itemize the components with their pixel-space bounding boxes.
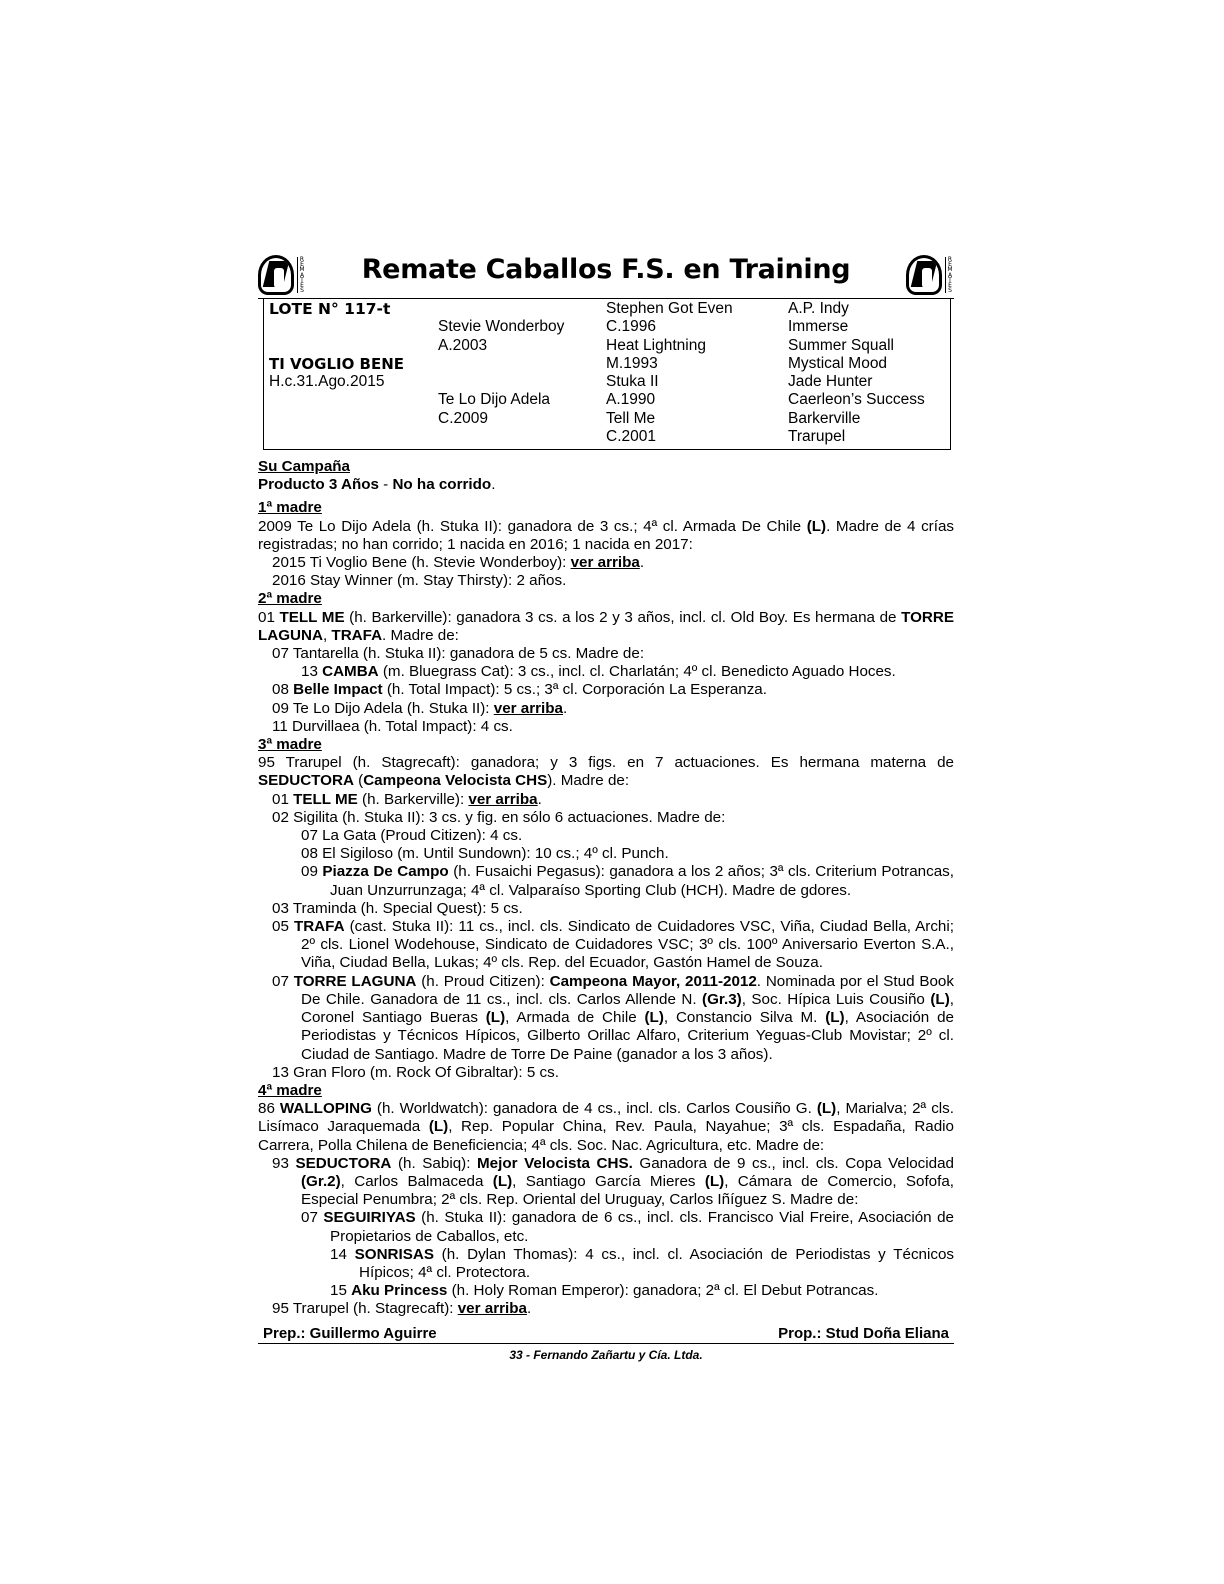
madre1-text: 2009 Te Lo Dijo Adela (h. Stuka II): ganadora de 3 cs.; 4ª cl. Armada De Chile (L). Madre de 4 crías registradas; no han corrido; 1 nacida en 2016; 1 nacida en 2017: [258, 517, 954, 553]
see-above-link[interactable]: ver arriba [493, 699, 563, 717]
list-item: 93 SEDUCTORA (h. Sabiq): Mejor Velocista CHS. Ganadora de 9 cs., incl. cls. Copa Velocidad (Gr.2), Carlos Balmaceda (L), Santiago García Mieres (L), Cámara de Comercio, Sofofa, Especial Penumbra; 2ª cls. Rep. Oriental del Uruguay, Carlos Iñíguez S. Madre de: [272, 1154, 955, 1209]
list-item: 11 Durvillaea (h. Total Impact): 4 cs. [272, 717, 513, 735]
list-item: 07 La Gata (Proud Citizen): 4 cs. [301, 827, 523, 845]
list-item: 01 TELL ME (h. Barkerville): ver arriba. [272, 790, 542, 808]
madre4-text: 86 WALLOPING (h. Worldwatch): ganadora de 4 cs., incl. cls. Carlos Cousiño G. (L), Marialva; 2ª cls. Lisímaco Jaraquemada (L), Rep. Popular China, Rev. Paula, Nayahue; 3ª cls. Espadaña, Radio Carrera, Polla Chilena de Beneficiencia; 4ª cls. Soc. Nac. Agricultura, etc. Madre de: [258, 1100, 954, 1154]
list-item: 07 TORRE LAGUNA (h. Proud Citizen): Campeona Mayor, 2011-2012. Nominada por el Stud Book De Chile. Ganadora de 11 cs., incl. cls. Carlos Allende N. (Gr.3), Soc. Hípica Luis Cousiño (L), Coronel Santiago Bueras (L), Armada de Chile (L), Constancio Silva M. (L), Asociación de Periodistas y Técnicos Hípicos, Gilberto Orillac Alfaro, Criterium Yeguas-Club Movistar; 2º cl. Ciudad de Santiago. Madre de Torre De Paine (ganador a los 3 años). [272, 972, 954, 1063]
horse-details: H.c.31.Ago.2015 [269, 373, 385, 391]
see-above-link[interactable]: ver arriba [457, 1300, 527, 1318]
list-item: 07 SEGUIRIYAS (h. Stuka II): ganadora de 6 cs., incl. cls. Francisco Vial Freire, Asociación de Propietarios de Caballos, etc. [301, 1209, 954, 1245]
dam: Te Lo Dijo Adela [438, 391, 551, 409]
campaign-heading: Su Campaña [258, 458, 350, 475]
auction-logo-icon: R E M A T E S [906, 255, 954, 295]
list-item: 95 Trarupel (h. Stagrecaft): ver arriba. [272, 1300, 532, 1318]
list-item: 2015 Ti Voglio Bene (h. Stevie Wonderboy): ver arriba. [272, 554, 645, 572]
pedigree-column-grandparents: Stephen Got Even C.1996 Heat Lightning M.1993 Stuka II A.1990 Tell Me C.2001 [606, 300, 733, 446]
see-above-link[interactable]: ver arriba [570, 554, 640, 572]
list-item: 08 El Sigiloso (m. Until Sundown): 10 cs.; 4º cl. Punch. [301, 845, 669, 863]
list-item: 02 Sigilita (h. Stuka II): 3 cs. y fig. en sólo 6 actuaciones. Madre de: [272, 808, 726, 826]
madre3-text: 95 Trarupel (h. Stagrecaft): ganadora; y 3 figs. en 7 actuaciones. Es hermana materna de SEDUCTORA (Campeona Velocista CHS). Madre de: [258, 754, 954, 790]
list-item: 2016 Stay Winner (m. Stay Thirsty): 2 años. [272, 572, 567, 590]
list-item: 09 Te Lo Dijo Adela (h. Stuka II): ver arriba. [272, 699, 568, 717]
page-title: Remate Caballos F.S. en Training [361, 254, 851, 285]
trainer: Prep.: Guillermo Aguirre [263, 1324, 437, 1342]
list-item: 09 Piazza De Campo (h. Fusaichi Pegasus): ganadora a los 2 años; 3ª cls. Criterium Potrancas, Juan Unzurrunzaga; 4ª cl. Valparaíso Sporting Club (HCH). Madre de gdores. [301, 863, 954, 899]
list-item: 13 CAMBA (m. Bluegrass Cat): 3 cs., incl. cl. Charlatán; 4º cl. Benedicto Aguado Hoces. [301, 663, 896, 681]
pedigree-table [263, 299, 951, 450]
lot-description [258, 458, 954, 1319]
list-item: 03 Traminda (h. Special Quest): 5 cs. [272, 899, 523, 917]
page-number: 33 - Fernando Zañartu y Cía. Ltda. [509, 1347, 703, 1362]
page-header [258, 250, 954, 299]
auction-logo-icon: R E M A T E S [258, 255, 306, 295]
list-item: 08 Belle Impact (h. Total Impact): 5 cs.; 3ª cl. Corporación La Esperanza. [272, 681, 767, 699]
pedigree-column-great-grandparents: A.P. Indy Immerse Summer Squall Mystical Mood Jade Hunter Caerleon’s Success Barkerville Trarupel [788, 300, 925, 446]
lot-number: LOTE N° 117-t [269, 300, 391, 318]
list-item: 14 SONRISAS (h. Dylan Thomas): 4 cs., incl. cl. Asociación de Periodistas y Técnicos Hípicos; 4ª cl. Protectora. [330, 1245, 954, 1281]
pedigree-column-lot [269, 300, 439, 446]
pedigree-column-parents: Stevie Wonderboy A.2003 Te Lo Dijo Adela C.2009 [438, 300, 608, 446]
madre2-heading: 2ª madre [258, 590, 322, 608]
horse-name: TI VOGLIO BENE [269, 354, 405, 373]
owner: Prop.: Stud Doña Eliana [778, 1324, 949, 1342]
madre4-heading: 4ª madre [258, 1081, 322, 1099]
madre1-heading: 1ª madre [258, 499, 322, 517]
catalog-page [258, 250, 954, 1362]
list-item: 13 Gran Floro (m. Rock Of Gibraltar): 5 cs. [272, 1063, 559, 1081]
madre3-heading: 3ª madre [258, 736, 322, 754]
list-item: 05 TRAFA (cast. Stuka II): 11 cs., incl. cls. Sindicato de Cuidadores VSC, Viña, Ciudad Bella, Archi; 2º cls. Lionel Wodehouse, Sindicato de Cuidadores VSC; 3º cls. 100º Aniversario Everton S.A., Viña, Ciudad Bella, Lukas; 4º cls. Rep. del Ecuador, Gastón Hamel de Souza. [272, 918, 954, 972]
lot-footer [258, 1324, 954, 1344]
campaign-status: Producto 3 Años - No ha corrido. [258, 476, 496, 494]
list-item: 15 Aku Princess (h. Holy Roman Emperor): ganadora; 2ª cl. El Debut Potrancas. [330, 1282, 879, 1300]
madre2-text: 01 TELL ME (h. Barkerville): ganadora 3 cs. a los 2 y 3 años, incl. cl. Old Boy. Es hermana de TORRE LAGUNA, TRAFA. Madre de: [258, 608, 954, 644]
see-above-link[interactable]: ver arriba [468, 790, 538, 808]
sire: Stevie Wonderboy [438, 318, 565, 336]
list-item: 07 Tantarella (h. Stuka II): ganadora de 5 cs. Madre de: [272, 645, 645, 663]
